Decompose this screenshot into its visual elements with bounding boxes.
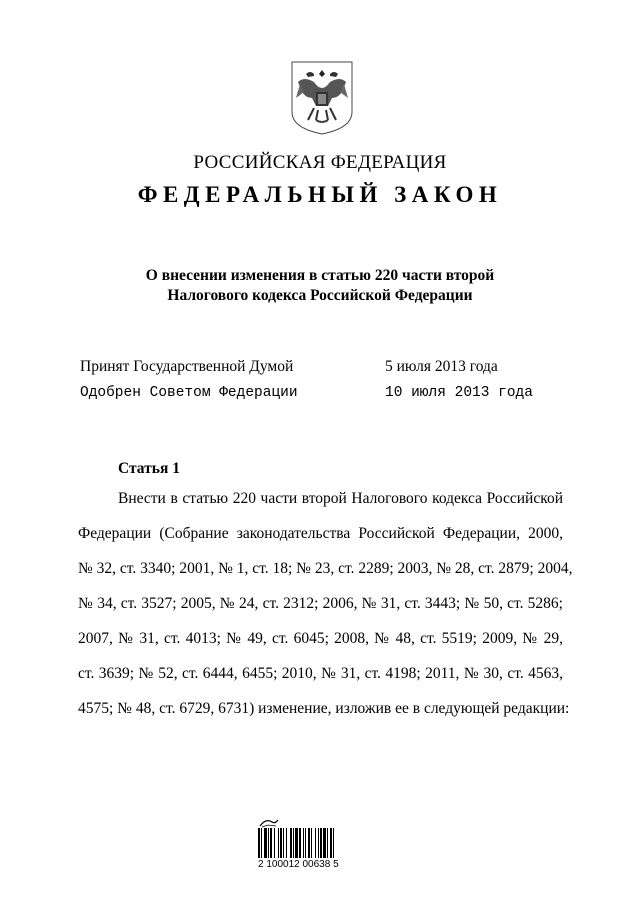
barcode-block [258,818,378,872]
law-type-heading: ФЕДЕРАЛЬНЫЙ ЗАКОН [137,182,503,207]
adoption-date: 10 июля 2013 года [385,385,533,401]
barcode-mark-icon [258,818,280,828]
law-title-line: О внесении изменения в статью 220 части второй [145,267,495,284]
article-line: № 32, ст. 3340; 2001, № 1, ст. 18; № 23, ст. 2289; 2003, № 28, ст. 2879; 2004, [78,560,573,577]
article-line: ст. 3639; № 52, ст. 6444, 6455; 2010, № 31, ст. 4198; 2011, № 30, ст. 4563, [78,665,563,682]
law-title-line: Налогового кодекса Российской Федерации [167,287,473,304]
country-name: РОССИЙСКАЯ ФЕДЕРАЦИЯ [193,152,447,173]
law-title [0,266,640,306]
article-heading: Статья 1 [118,460,180,477]
article-line: 2007, № 31, ст. 4013; № 49, ст. 6045; 2008, № 48, ст. 5519; 2009, № 29, [78,630,563,647]
adoption-date: 5 июля 2013 года [385,358,498,375]
article-line: Федерации (Собрание законодательства Российской Федерации, 2000, [78,525,563,542]
adoption-label: Одобрен Советом Федерации [80,385,298,401]
adoption-label: Принят Государственной Думой [80,358,294,375]
article-body [78,489,573,734]
adoption-council-row [80,385,533,401]
adoption-duma-row [80,358,520,376]
barcode-number: 2 100012 00638 5 [258,859,339,870]
russian-coat-of-arms-icon [290,60,354,136]
article-line: № 34, ст. 3527; 2005, № 24, ст. 2312; 2006, № 31, ст. 3443; № 50, ст. 5286; [78,595,563,612]
barcode-icon [258,828,366,858]
article-line: Внести в статью 220 части второй Налогового кодекса Российской [118,490,563,507]
article-line: 4575; № 48, ст. 6729, 6731) изменение, изложив ее в следующей редакции: [78,700,570,717]
